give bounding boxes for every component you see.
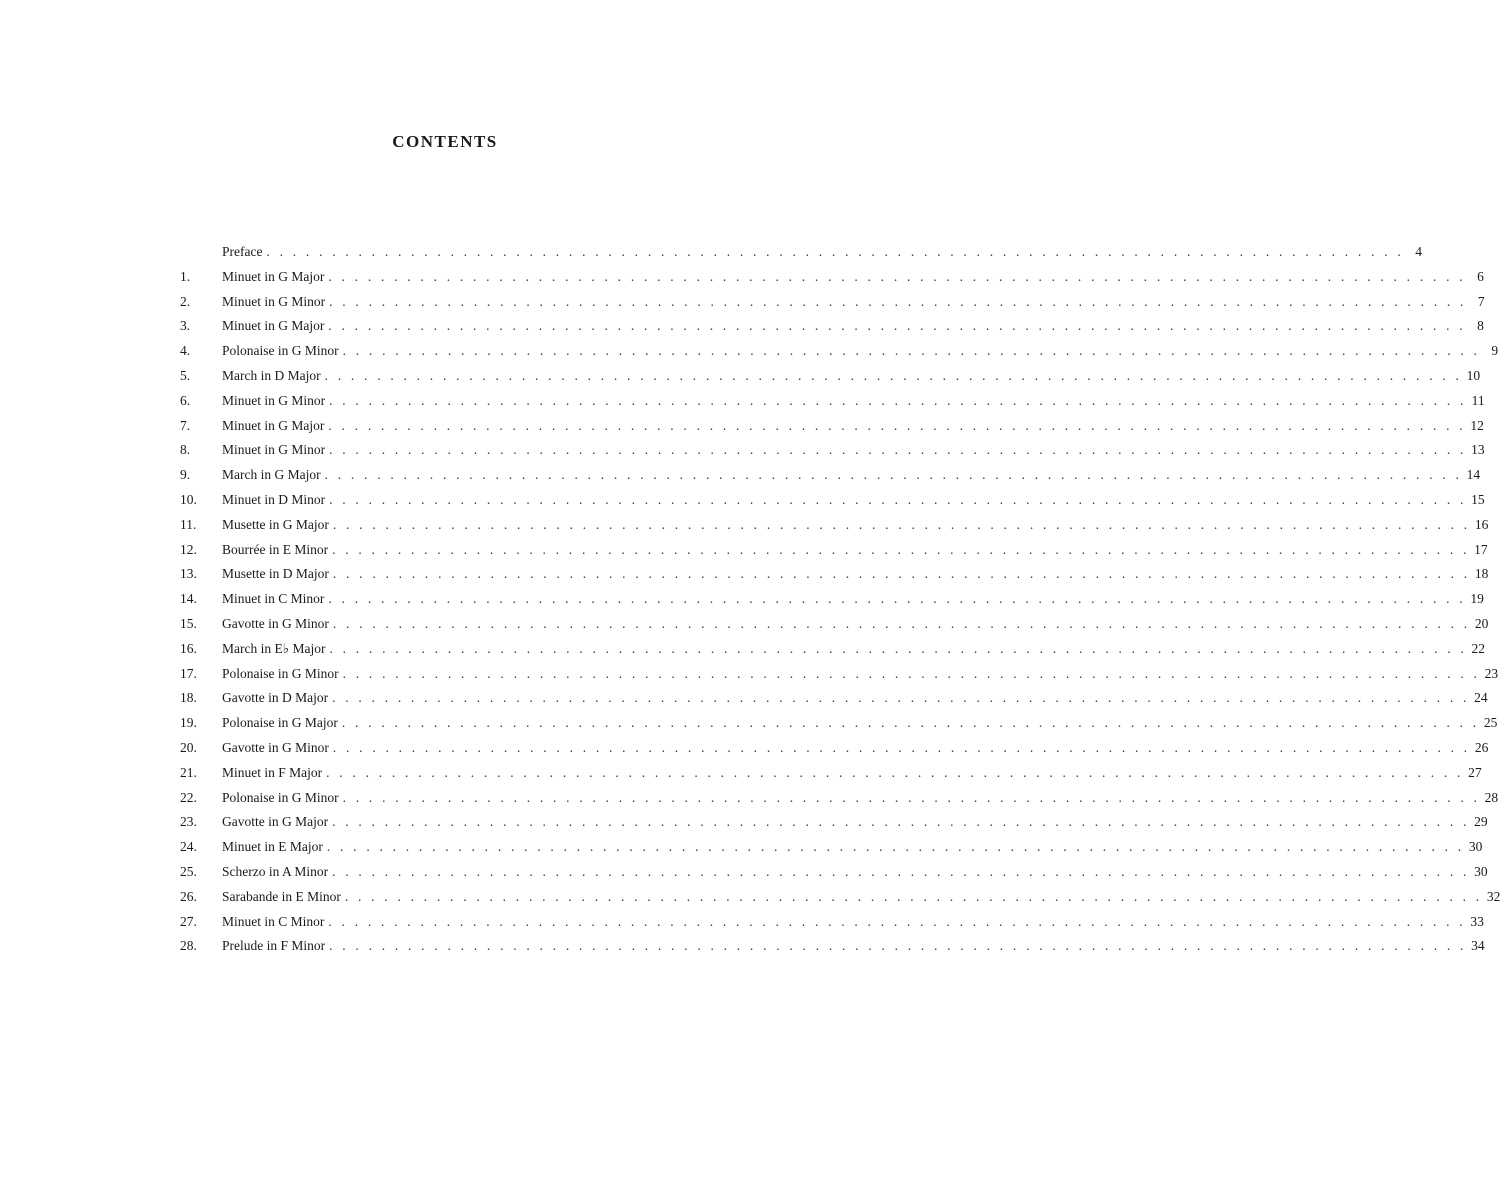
dot-leader: . . . . . . . . . . . . . . . . . . . . . . . . . . . . . . . . . . . . . . . . . . . . . . . . . . . . . . . . . . . . . . . . . . . . . . . . . . . . . . . . . . . . . . . — [328, 268, 1466, 284]
dot-leader: . . . . . . . . . . . . . . . . . . . . . . . . . . . . . . . . . . . . . . . . . . . . . . . . . . . . . . . . . . . . . . . . . . . . . . . . . . . . . . . . . . . . . . . — [342, 789, 1481, 805]
entry-title: Minuet in C Minor — [222, 913, 325, 929]
toc-entry[interactable] — [170, 612, 1489, 637]
dot-leader: . . . . . . . . . . . . . . . . . . . . . . . . . . . . . . . . . . . . . . . . . . . . . . . . . . . . . . . . . . . . . . . . . . . . . . . . . . . . . . . . . . . . . . . — [342, 343, 1481, 359]
toc-entry[interactable] — [170, 835, 1483, 860]
toc-entry[interactable] — [170, 513, 1489, 538]
entry-title: Minuet in G Minor — [222, 293, 326, 309]
entry-page-number: 23 — [1484, 665, 1499, 681]
entry-number: 15. — [180, 615, 197, 631]
entry-title: Minuet in F Major — [222, 764, 323, 780]
entry-title: Minuet in C Minor — [222, 591, 325, 607]
entry-number: 28. — [180, 938, 197, 954]
dot-leader: . . . . . . . . . . . . . . . . . . . . . . . . . . . . . . . . . . . . . . . . . . . . . . . . . . . . . . . . . . . . . . . . . . . . . . . . . . . . . . . . . . . . . . . — [342, 665, 1481, 681]
dot-leader: . . . . . . . . . . . . . . . . . . . . . . . . . . . . . . . . . . . . . . . . . . . . . . . . . . . . . . . . . . . . . . . . . . . . . . . . . . . . . . . . . . . . . . . — [341, 715, 1480, 731]
toc-entry[interactable] — [170, 686, 1488, 711]
entry-title: March in E♭ Major — [222, 640, 326, 656]
entry-number: 2. — [180, 293, 191, 309]
toc-entry[interactable] — [170, 339, 1499, 364]
entry-number: 9. — [180, 467, 191, 483]
toc-entry[interactable] — [170, 810, 1488, 835]
entry-title: Polonaise in G Minor — [222, 343, 339, 359]
entry-number: 14. — [180, 591, 197, 607]
toc-entry[interactable] — [170, 562, 1489, 587]
entry-page-number: 18 — [1474, 566, 1489, 582]
entry-page-number: 7 — [1477, 293, 1485, 309]
toc-entry[interactable] — [170, 463, 1481, 488]
dot-leader: . . . . . . . . . . . . . . . . . . . . . . . . . . . . . . . . . . . . . . . . . . . . . . . . . . . . . . . . . . . . . . . . . . . . . . . . . . . . . . . . . . . . . . . — [324, 367, 1463, 383]
toc-entry[interactable] — [170, 488, 1485, 513]
dot-leader: . . . . . . . . . . . . . . . . . . . . . . . . . . . . . . . . . . . . . . . . . . . . . . . . . . . . . . . . . . . . . . . . . . . . . . . . . . . . . . . . . . . . . . . — [329, 640, 1467, 656]
entry-title: Minuet in D Minor — [222, 491, 326, 507]
entry-page-number: 13 — [1471, 442, 1485, 458]
entry-number: 20. — [180, 739, 197, 755]
entry-number: 10. — [180, 491, 197, 507]
entry-page-number: 32 — [1486, 888, 1501, 904]
dot-leader: . . . . . . . . . . . . . . . . . . . . . . . . . . . . . . . . . . . . . . . . . . . . . . . . . . . . . . . . . . . . . . . . . . . . . . . . . . . . . . . . . . . . . . . — [328, 417, 1466, 433]
toc-entry[interactable] — [170, 885, 1501, 910]
entry-page-number: 34 — [1471, 938, 1485, 954]
entry-number: 21. — [180, 764, 197, 780]
entry-page-number: 10 — [1466, 367, 1481, 383]
entry-page-number: 28 — [1484, 789, 1499, 805]
entry-page-number: 8 — [1477, 318, 1484, 334]
entry-page-number: 22 — [1471, 640, 1485, 656]
dot-leader: . . . . . . . . . . . . . . . . . . . . . . . . . . . . . . . . . . . . . . . . . . . . . . . . . . . . . . . . . . . . . . . . . . . . . . . . . . . . . . . . . . . . . . . — [328, 318, 1466, 334]
entry-page-number: 30 — [1468, 839, 1483, 855]
toc-entry[interactable] — [170, 662, 1499, 687]
entry-number: 5. — [180, 367, 191, 383]
toc-entry[interactable] — [170, 711, 1498, 736]
entry-title: Polonaise in G Minor — [222, 665, 339, 681]
entry-page-number: 24 — [1474, 690, 1488, 706]
entry-page-number: 16 — [1474, 516, 1489, 532]
entry-page-number: 14 — [1466, 467, 1481, 483]
dot-leader: . . . . . . . . . . . . . . . . . . . . . . . . . . . . . . . . . . . . . . . . . . . . . . . . . . . . . . . . . . . . . . . . . . . . . . . . . . . . . . . . . . . . . . . — [328, 913, 1466, 929]
dot-leader: . . . . . . . . . . . . . . . . . . . . . . . . . . . . . . . . . . . . . . . . . . . . . . . . . . . . . . . . . . . . . . . . . . . . . . . . . . . . . . . . . . . . . . . — [344, 888, 1483, 904]
entry-page-number: 27 — [1468, 764, 1482, 780]
entry-title: Bourrée in E Minor — [222, 541, 329, 557]
toc-entry[interactable] — [170, 587, 1484, 612]
dot-leader: . . . . . . . . . . . . . . . . . . . . . . . . . . . . . . . . . . . . . . . . . . . . . . . . . . . . . . . . . . . . . . . . . . . . . . . . . . . . . . . . . . . . . . . — [332, 615, 1471, 631]
entry-number: 12. — [180, 541, 197, 557]
dot-leader: . . . . . . . . . . . . . . . . . . . . . . . . . . . . . . . . . . . . . . . . . . . . . . . . . . . . . . . . . . . . . . . . . . . . . . . . . . . . . . . . . . . . . . . — [329, 392, 1467, 408]
entry-page-number: 17 — [1474, 541, 1488, 557]
dot-leader: . . . . . . . . . . . . . . . . . . . . . . . . . . . . . . . . . . . . . . . . . . . . . . . . . . . . . . . . . . . . . . . . . . . . . . . . . . . . . . . . . . . . . . . — [332, 516, 1471, 532]
toc-entry[interactable] — [170, 438, 1485, 463]
entry-number: 6. — [180, 392, 191, 408]
entry-number: 13. — [180, 566, 197, 582]
dot-leader: . . . . . . . . . . . . . . . . . . . . . . . . . . . . . . . . . . . . . . . . . . . . . . . . . . . . . . . . . . . . . . . . . . . . . . . . . . . . . . . . . . . . . . . — [326, 764, 1464, 780]
toc-entry[interactable] — [170, 538, 1488, 563]
dot-leader: . . . . . . . . . . . . . . . . . . . . . . . . . . . . . . . . . . . . . . . . . . . . . . . . . . . . . . . . . . . . . . . . . . . . . . . . . . . . . . . . . . . . . . . — [332, 690, 1470, 706]
toc-entry[interactable] — [170, 414, 1484, 439]
toc-entry[interactable] — [170, 736, 1489, 761]
dot-leader: . . . . . . . . . . . . . . . . . . . . . . . . . . . . . . . . . . . . . . . . . . . . . . . . . . . . . . . . . . . . . . . . . . . . . . . . . . . . . . . . . . . . . . . — [266, 244, 1404, 259]
entry-number: 22. — [180, 789, 197, 805]
toc-entry[interactable] — [170, 314, 1484, 339]
entry-title: Musette in D Major — [222, 566, 329, 582]
entry-number: 7. — [180, 417, 191, 433]
entry-title: Musette in G Major — [222, 516, 329, 532]
entry-page-number: 6 — [1477, 268, 1484, 284]
dot-leader: . . . . . . . . . . . . . . . . . . . . . . . . . . . . . . . . . . . . . . . . . . . . . . . . . . . . . . . . . . . . . . . . . . . . . . . . . . . . . . . . . . . . . . . — [332, 739, 1471, 755]
dot-leader: . . . . . . . . . . . . . . . . . . . . . . . . . . . . . . . . . . . . . . . . . . . . . . . . . . . . . . . . . . . . . . . . . . . . . . . . . . . . . . . . . . . . . . . — [332, 566, 1471, 582]
toc-entry[interactable] — [170, 364, 1481, 389]
entry-number: 25. — [180, 863, 197, 879]
dot-leader: . . . . . . . . . . . . . . . . . . . . . . . . . . . . . . . . . . . . . . . . . . . . . . . . . . . . . . . . . . . . . . . . . . . . . . . . . . . . . . . . . . . . . . . — [332, 814, 1470, 830]
entry-page-number: 20 — [1474, 615, 1489, 631]
entry-number: 23. — [180, 814, 197, 830]
entry-title: Prelude in F Minor — [222, 938, 326, 954]
entry-page-number: 33 — [1470, 913, 1484, 929]
entry-number: 17. — [180, 665, 197, 681]
dot-leader: . . . . . . . . . . . . . . . . . . . . . . . . . . . . . . . . . . . . . . . . . . . . . . . . . . . . . . . . . . . . . . . . . . . . . . . . . . . . . . . . . . . . . . . — [329, 491, 1467, 507]
toc-entry[interactable] — [170, 786, 1499, 811]
toc-entry[interactable] — [170, 934, 1485, 959]
entry-page-number: 15 — [1471, 491, 1485, 507]
entry-page-number: 11 — [1471, 392, 1485, 408]
entry-page-number: 9 — [1491, 343, 1499, 359]
entry-title: Gavotte in D Major — [222, 690, 329, 706]
entry-number: 27. — [180, 913, 197, 929]
entry-page-number: 12 — [1470, 417, 1484, 433]
entry-title: Preface — [222, 244, 263, 259]
toc-entry[interactable] — [170, 637, 1485, 662]
entry-title: Minuet in G Major — [222, 268, 325, 284]
dot-leader: . . . . . . . . . . . . . . . . . . . . . . . . . . . . . . . . . . . . . . . . . . . . . . . . . . . . . . . . . . . . . . . . . . . . . . . . . . . . . . . . . . . . . . . — [326, 839, 1465, 855]
entry-page-number: 26 — [1474, 739, 1489, 755]
entry-page-number: 29 — [1474, 814, 1488, 830]
dot-leader: . . . . . . . . . . . . . . . . . . . . . . . . . . . . . . . . . . . . . . . . . . . . . . . . . . . . . . . . . . . . . . . . . . . . . . . . . . . . . . . . . . . . . . . — [332, 541, 1470, 557]
toc-entry[interactable] — [170, 265, 1484, 290]
entry-title: Gavotte in G Minor — [222, 615, 329, 631]
entry-number: 8. — [180, 442, 191, 458]
entry-page-number: 19 — [1470, 591, 1484, 607]
entry-title: Minuet in G Minor — [222, 392, 326, 408]
entry-title: March in G Major — [222, 467, 321, 483]
dot-leader: . . . . . . . . . . . . . . . . . . . . . . . . . . . . . . . . . . . . . . . . . . . . . . . . . . . . . . . . . . . . . . . . . . . . . . . . . . . . . . . . . . . . . . . — [328, 591, 1466, 607]
toc-entry[interactable] — [170, 910, 1484, 935]
toc-entry[interactable] — [170, 761, 1482, 786]
entry-title: March in D Major — [222, 367, 321, 383]
entry-title: Scherzo in A Minor — [222, 863, 329, 879]
entry-number: 3. — [180, 318, 191, 334]
dot-leader: . . . . . . . . . . . . . . . . . . . . . . . . . . . . . . . . . . . . . . . . . . . . . . . . . . . . . . . . . . . . . . . . . . . . . . . . . . . . . . . . . . . . . . . — [324, 467, 1463, 483]
entry-title: Sarabande in E Minor — [222, 888, 341, 904]
entry-number: 24. — [180, 839, 197, 855]
entry-number: 26. — [180, 888, 197, 904]
entry-title: Polonaise in G Minor — [222, 789, 339, 805]
toc-entry[interactable] — [170, 290, 1485, 315]
entry-page-number: 30 — [1474, 863, 1488, 879]
entry-title: Gavotte in G Minor — [222, 739, 329, 755]
toc-entry[interactable] — [170, 240, 1422, 265]
dot-leader: . . . . . . . . . . . . . . . . . . . . . . . . . . . . . . . . . . . . . . . . . . . . . . . . . . . . . . . . . . . . . . . . . . . . . . . . . . . . . . . . . . . . . . . — [329, 293, 1467, 309]
entry-title: Minuet in E Major — [222, 839, 323, 855]
entry-number: 11. — [180, 516, 197, 532]
entry-title: Minuet in G Minor — [222, 442, 326, 458]
entry-number: 16. — [180, 640, 197, 656]
entry-number: 19. — [180, 715, 197, 731]
entry-number: 1. — [180, 268, 191, 284]
dot-leader: . . . . . . . . . . . . . . . . . . . . . . . . . . . . . . . . . . . . . . . . . . . . . . . . . . . . . . . . . . . . . . . . . . . . . . . . . . . . . . . . . . . . . . . — [329, 442, 1467, 458]
entry-number: 4. — [180, 343, 191, 359]
page-title: CONTENTS — [392, 132, 498, 151]
entry-title: Minuet in G Major — [222, 417, 325, 433]
table-of-contents — [170, 240, 1501, 959]
dot-leader: . . . . . . . . . . . . . . . . . . . . . . . . . . . . . . . . . . . . . . . . . . . . . . . . . . . . . . . . . . . . . . . . . . . . . . . . . . . . . . . . . . . . . . . — [332, 863, 1470, 879]
toc-entry[interactable] — [170, 389, 1485, 414]
entry-title: Polonaise in G Major — [222, 715, 338, 731]
dot-leader: . . . . . . . . . . . . . . . . . . . . . . . . . . . . . . . . . . . . . . . . . . . . . . . . . . . . . . . . . . . . . . . . . . . . . . . . . . . . . . . . . . . . . . . — [329, 938, 1467, 954]
entry-title: Gavotte in G Major — [222, 814, 329, 830]
entry-title: Minuet in G Major — [222, 318, 325, 334]
entry-page-number: 25 — [1483, 715, 1498, 731]
toc-entry[interactable] — [170, 860, 1488, 885]
entry-page-number: 4 — [1415, 244, 1422, 259]
entry-number: 18. — [180, 690, 197, 706]
